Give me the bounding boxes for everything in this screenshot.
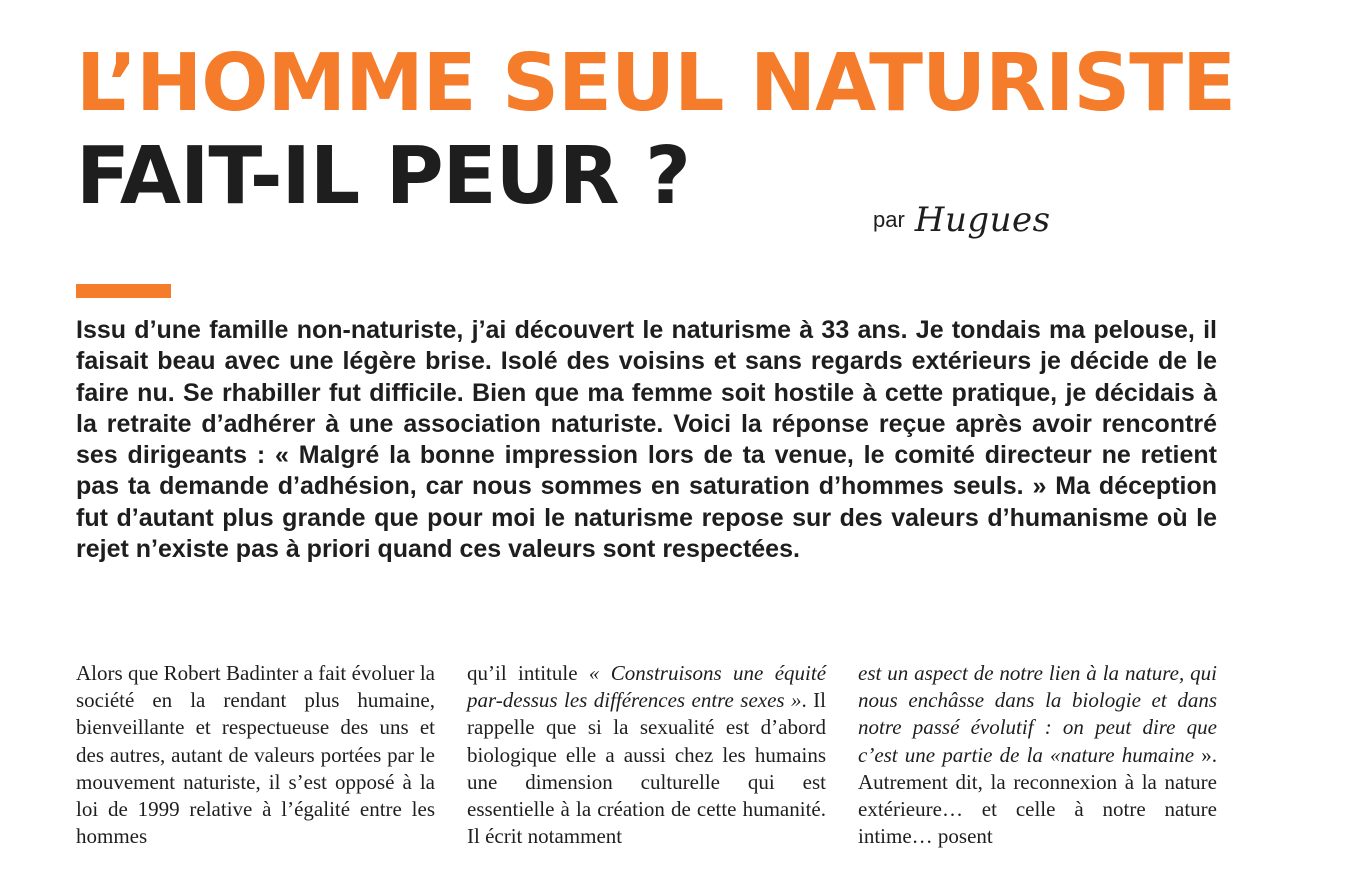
byline-author-signature: Hugues — [914, 200, 1051, 240]
body-column-1 — [76, 660, 435, 850]
body-column-3 — [858, 660, 1217, 850]
article-title-line-2: FAIT-IL PEUR ? — [76, 130, 690, 222]
accent-bar — [76, 284, 171, 298]
byline-prefix: par — [873, 207, 905, 232]
article-lead: Issu d’une famille non-naturiste, j’ai découvert le naturisme à 33 ans. Je tondais ma pelouse, il faisait beau avec une légère brise. Isolé des voisins et sans regards extérieurs je décide de le faire nu. Se rhabiller fut difficile. Bien que ma femme soit hostile à cette pratique, je décidais à la retraite d’adhérer à une association naturiste. Voici la réponse reçue après avoir rencontré ses dirigeants : « Malgré la bonne impression lors de ta venue, le comité directeur ne retient pas ta demande d’adhésion, car nous sommes en saturation d’hommes seuls. » Ma déception fut d’autant plus grande que pour moi le naturisme repose sur des valeurs d’humanisme où le rejet n’existe pas à priori quand ces valeurs sont respectées. — [76, 316, 1217, 564]
column-1-text: Alors que Robert Badinter a fait évoluer la société en la rendant plus humaine, bienveillante et respectueuse des uns et des autres, autant de valeurs portées par le mouvement naturiste, il s’est opposé à la loi de 1999 relative à l’égalité entre les hommes — [76, 661, 435, 849]
column-2-quote: « Construisons une équité par-dessus les différences entre sexes » — [467, 661, 827, 713]
byline — [873, 200, 1051, 240]
column-3-text: ». Autrement dit, la reconnexion à la nature extérieure… et celle à notre nature intime… posent — [858, 742, 1217, 849]
column-2-intro: qu’il intitule — [467, 661, 589, 685]
column-2-text: . Il rappelle que si la sexualité est d’abord biologique elle a aussi chez les humains une dimension culturelle qui est essentielle à la création de cette humanité. Il écrit notamment — [467, 688, 826, 849]
body-column-2 — [467, 660, 826, 850]
article-title-line-1: L’HOMME SEUL NATURISTE — [76, 37, 1236, 129]
column-3-quote: est un aspect de notre lien à la nature, qui nous enchâsse dans la biologie et dans notre passé évolutif : on peut dire que c’est une partie de la «nature humaine — [858, 661, 1217, 767]
